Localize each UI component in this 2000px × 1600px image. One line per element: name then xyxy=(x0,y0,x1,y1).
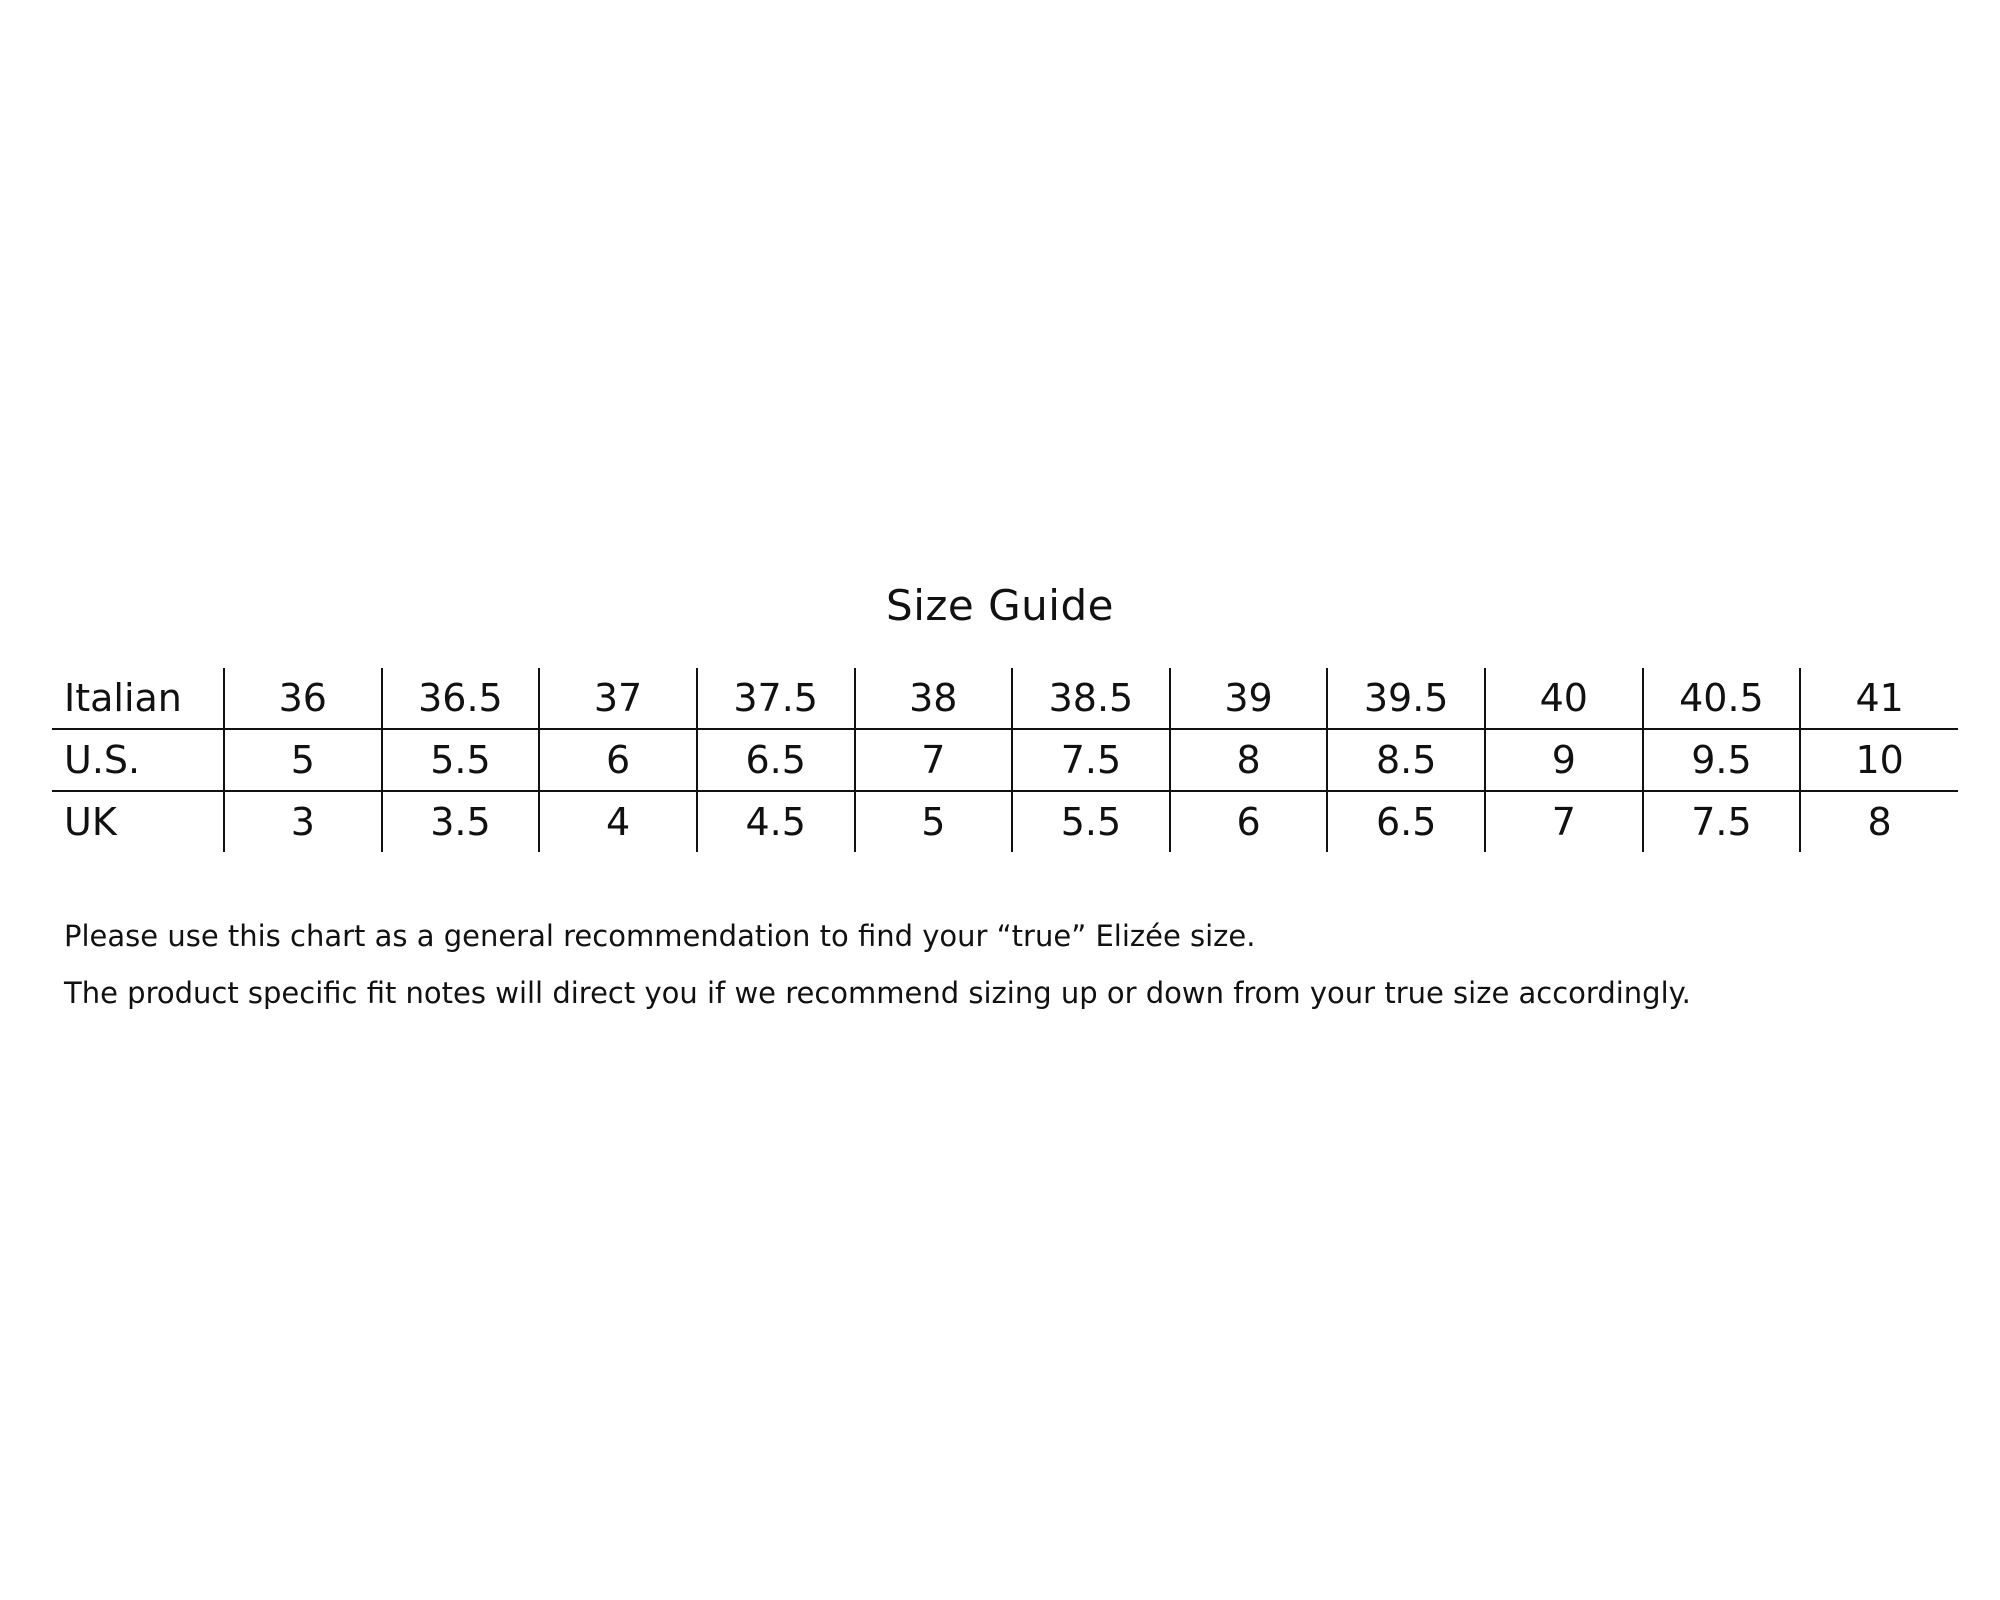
fit-note-product-specific: The product specific fit notes will direct you if we recommend sizing up or down from your true size accordingly. xyxy=(64,976,1691,1010)
row-label: Italian xyxy=(64,676,182,720)
row-label: UK xyxy=(52,791,224,852)
size-conversion-table xyxy=(52,668,1958,852)
size-cell: 6 xyxy=(1170,791,1328,852)
page-title: Size Guide xyxy=(886,581,1114,630)
size-cell: 6.5 xyxy=(697,729,855,791)
size-cell: 10 xyxy=(1800,729,1958,791)
size-cell: 41 xyxy=(1800,668,1958,729)
size-cell: 40.5 xyxy=(1643,668,1801,729)
size-cell: 8 xyxy=(1170,729,1328,791)
size-cell: 38 xyxy=(855,668,1013,729)
size-cell: 9 xyxy=(1485,729,1643,791)
size-cell: 39.5 xyxy=(1327,668,1485,729)
size-cell: 3 xyxy=(224,791,382,852)
size-cell: 5 xyxy=(224,729,382,791)
size-cell: 37.5 xyxy=(697,668,855,729)
row-label: U.S. xyxy=(52,729,224,791)
size-cell: 4.5 xyxy=(697,791,855,852)
size-row-u-s xyxy=(52,729,1958,791)
size-cell: 9.5 xyxy=(1643,729,1801,791)
size-cell: 40 xyxy=(1485,668,1643,729)
size-cell: 3.5 xyxy=(382,791,540,852)
size-cell: 4 xyxy=(539,791,697,852)
size-cell: 6.5 xyxy=(1327,791,1485,852)
size-cell: 37 xyxy=(539,668,697,729)
size-cell: 7.5 xyxy=(1012,729,1170,791)
size-table-body xyxy=(52,668,1958,852)
size-cell: 5.5 xyxy=(382,729,540,791)
size-cell: 7 xyxy=(855,729,1013,791)
size-cell: 5.5 xyxy=(1012,791,1170,852)
fit-note-general: Please use this chart as a general recommendation to find your “true” Elizée size. xyxy=(64,919,1256,953)
size-cell: 8 xyxy=(1800,791,1958,852)
size-row-italian xyxy=(52,668,1958,729)
size-cell: 6 xyxy=(539,729,697,791)
size-cell: 39 xyxy=(1170,668,1328,729)
size-cell: 8.5 xyxy=(1327,729,1485,791)
size-cell: 38.5 xyxy=(1012,668,1170,729)
size-cell: 36.5 xyxy=(382,668,540,729)
size-cell: 7 xyxy=(1485,791,1643,852)
size-cell: 36 xyxy=(224,668,382,729)
size-cell: 7.5 xyxy=(1643,791,1801,852)
size-row-uk xyxy=(52,791,1958,852)
size-cell: 5 xyxy=(855,791,1013,852)
